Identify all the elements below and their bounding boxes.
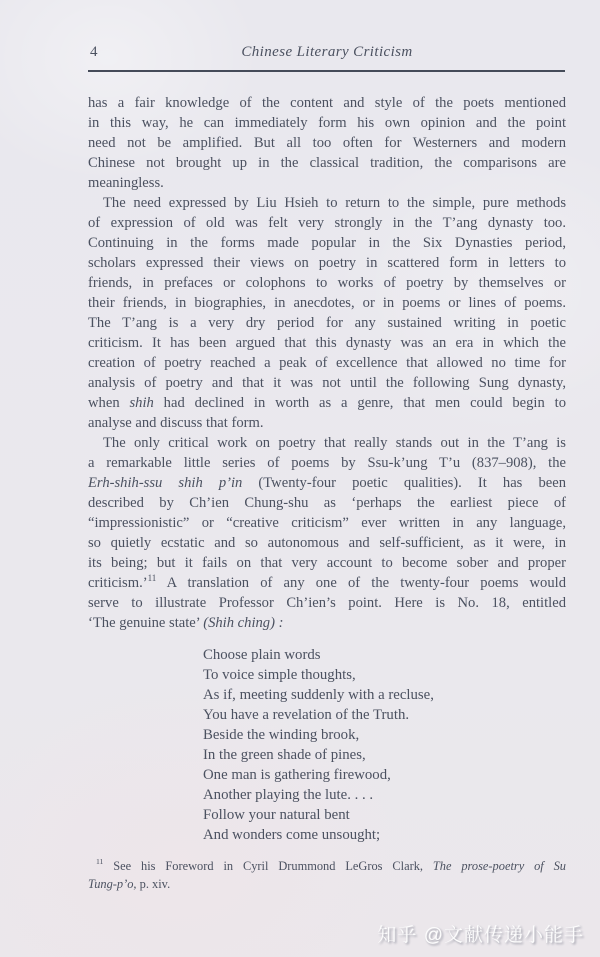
text-line: One man is gathering firewood, xyxy=(203,767,391,783)
paragraph xyxy=(88,93,566,193)
text-line: need not be amplified. But all too often for Westerners and modern xyxy=(88,135,566,151)
text-line: Follow your natural bent xyxy=(203,807,350,823)
text-line: in this way, he can immediately form his own opinion and the point xyxy=(88,115,566,131)
page-content xyxy=(88,42,566,893)
footnote xyxy=(88,857,566,893)
page-number: 4 xyxy=(90,44,98,60)
text-line: And wonders come unsought; xyxy=(203,827,381,843)
text-line: Chinese not brought up in the classical tradition, the comparisons are xyxy=(88,155,566,171)
text-line: The only critical work on poetry that really stands out in the T’ang is xyxy=(103,435,566,451)
text-line: analysis of poetry and that it was not until the following Sung dynasty, xyxy=(88,375,566,391)
text-line: In the green shade of pines, xyxy=(203,747,366,763)
body-text xyxy=(88,93,566,633)
page-header xyxy=(88,42,566,62)
text-line: creation of poetry reached a peak of excellence that allowed no time for xyxy=(88,355,566,371)
text-line: so quietly ecstatic and so autonomous and self-sufficient, as it were, in xyxy=(88,535,566,551)
text-line: meaningless. xyxy=(88,175,164,191)
zhihu-watermark: 知乎 @文献传递小能手 xyxy=(377,925,584,946)
text-line: The T’ang is a very dry period for any sustained writing in poetic xyxy=(88,315,566,331)
text-line: a remarkable little series of poems by Ssu-k’ung T’u (837–908), the xyxy=(88,455,566,471)
text-line: friends, in prefaces or colophons to works of poetry by themselves or xyxy=(88,275,566,291)
text-line: scholars expressed their views on poetry in scattered form in letters to xyxy=(88,255,566,271)
text-line: their friends, in biographies, in anecdotes, or in poems or lines of poems. xyxy=(88,295,566,311)
text-line: criticism.’$^{11}$ A translation of any one of the twenty-four poems would xyxy=(88,573,566,591)
text-line: The need expressed by Liu Hsieh to return to the simple, pure methods xyxy=(103,195,566,211)
text-line: when shih had declined in worth as a genre, that men could begin to xyxy=(88,395,566,411)
text-line: Another playing the lute. . . . xyxy=(203,787,374,803)
text-line: Tung-p’o, p. xiv. xyxy=(88,877,171,891)
text-line: As if, meeting suddenly with a recluse, xyxy=(203,687,434,703)
header-rule xyxy=(88,70,565,72)
text-line: “impressionistic” or “creative criticism” ever written in any language, xyxy=(88,515,566,531)
running-title: Chinese Literary Criticism xyxy=(241,44,413,60)
text-line: Beside the winding brook, xyxy=(203,727,360,743)
text-line: has a fair knowledge of the content and style of the poets mentioned xyxy=(88,95,566,111)
paragraph xyxy=(88,193,566,433)
text-line: To voice simple thoughts, xyxy=(203,667,356,683)
text-line: Continuing in the forms made popular in the Six Dynasties period, xyxy=(88,235,566,251)
text-line: Choose plain words xyxy=(203,647,321,663)
paragraph xyxy=(88,433,566,633)
poem-block xyxy=(88,645,566,845)
text-line: its being; but it fails on that very account to become sober and proper xyxy=(88,555,566,571)
text-line: described by Ch’ien Chung-shu as ‘perhaps the earliest piece of xyxy=(88,495,566,511)
text-line: criticism. It has been argued that this dynasty was an era in which the xyxy=(88,335,566,351)
text-line: analyse and discuss that form. xyxy=(88,415,264,431)
text-line: serve to illustrate Professor Ch’ien’s point. Here is No. 18, entitled xyxy=(88,595,566,611)
text-line: You have a revelation of the Truth. xyxy=(203,707,410,723)
text-line: $^{11}$ See his Foreword in Cyril Drummond LeGros Clark, The prose-poetry of Su xyxy=(96,857,566,873)
text-line: of expression of old was felt very strongly in the T’ang dynasty too. xyxy=(88,215,566,231)
text-line: Erh-shih-ssu shih p’in (Twenty-four poetic qualities). It has been xyxy=(88,475,566,491)
text-line: ‘The genuine state’ (Shih ching) : xyxy=(88,615,284,631)
